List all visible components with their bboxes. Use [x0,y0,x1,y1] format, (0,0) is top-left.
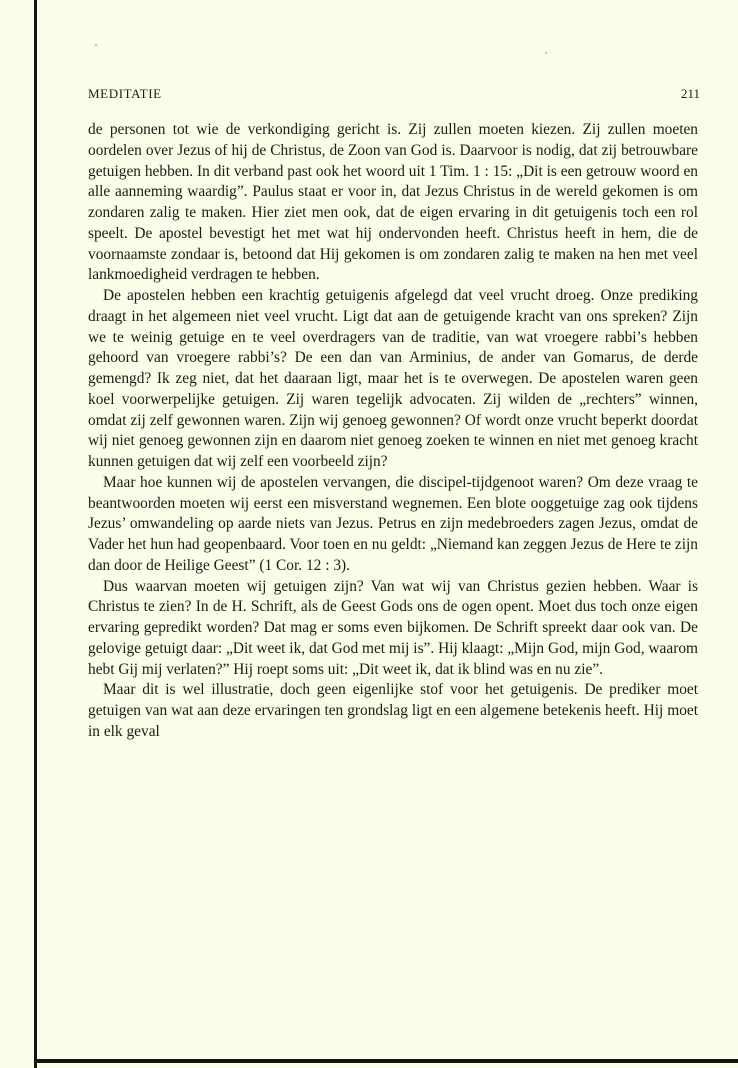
paragraph: Maar dit is wel illustratie, doch geen eigenlijke stof voor het getuigenis. De prediker moet getuigen van wat aan deze ervaringen ten grondslag ligt en een algemene betekenis heeft. Hij moet in elk geval [88,681,698,740]
paragraph: De apostelen hebben een krachtig getuigenis afgelegd dat veel vrucht droeg. Onze prediking draagt in het algemeen niet veel vrucht. Ligt dat aan de getuigende kracht van ons spreken? Zijn we te weinig getuige en te veel overdragers van de traditie, van wat vroegere rabbi’s hebben gehoord van vroegere rabbi’s? De een dan van Arminius, de ander van Gomarus, de derde gemengd? Ik zeg niet, dat het daaraan ligt, maar het is te overwegen. De apostelen waren geen koel voorwerpelijke getuigen. Zij waren tegelijk advocaten. Zij wilden de „rechters” winnen, omdat zij zelf gewonnen waren. Zijn wij genoeg gewonnen? Of wordt onze vrucht beperkt doordat wij niet genoeg gewonnen zijn en daarom niet genoeg zoeken te winnen en niet met genoeg kracht kunnen getuigen dat wij zelf een voorbeeld zijn? [88,287,698,470]
scan-bottom-border [34,1059,738,1063]
paragraph: Dus waarvan moeten wij getuigen zijn? Van wat wij van Christus gezien hebben. Waar is Christus te zien? In de H. Schrift, als de Geest Gods ons de ogen opent. Moet dus toch onze eigen ervaring gepredikt worden? Dat mag er soms even bijkomen. De Schrift spreekt daar ook van. De gelovige getuigt daar: „Dit weet ik, dat God met mij is”. Hij klaagt: „Mijn God, mijn God, waarom hebt Gij mij verlaten?” Hij roept soms uit: „Dit weet ik, dat ik blind was en nu zie”. [88,577,698,678]
scan-left-border [34,0,37,1068]
running-head: MEDITATIE [88,86,162,101]
page-number: 211 [680,86,700,101]
scan-speck [95,44,97,46]
page-header [88,86,700,102]
paragraph: Maar hoe kunnen wij de apostelen vervangen, die discipel-tijdgenoot waren? Om deze vraag te beantwoorden moeten wij eerst een misverstand wegnemen. Een blote ooggetuige zag ook tijdens Jezus’ omwandeling op aarde niets van Jezus. Petrus en zijn medebroeders zagen Jezus, omdat de Vader het hun had geopenbaard. Voor toen en nu geldt: „Niemand kan zeggen Jezus de Here te zijn dan door de Heilige Geest” (1 Cor. 12 : 3). [88,473,698,574]
body-text [88,120,698,743]
paragraph: de personen tot wie de verkondiging gericht is. Zij zullen moeten kiezen. Zij zullen moeten oordelen over Jezus of hij de Christus, de Zoon van God is. Daarvoor is nodig, dat zij betrouwbare getuigen hebben. In dit verband past ook het woord uit 1 Tim. 1 : 15: „Dit is een getrouw woord en alle aanneming waardig”. Paulus staat er voor in, dat Jezus Christus in de wereld gekomen is om zondaren zalig te maken. Hier ziet men ook, dat de eigen ervaring in dit getuigenis toch een rol speelt. De apostel bevestigt het met wat hij ondervonden heeft. Christus heeft in hem, die de voornaamste zondaar is, betoond dat Hij gekomen is om zondaren zalig te maken na hen met veel lankmoedigheid verdragen te hebben. [88,121,698,284]
scan-speck [545,52,547,54]
